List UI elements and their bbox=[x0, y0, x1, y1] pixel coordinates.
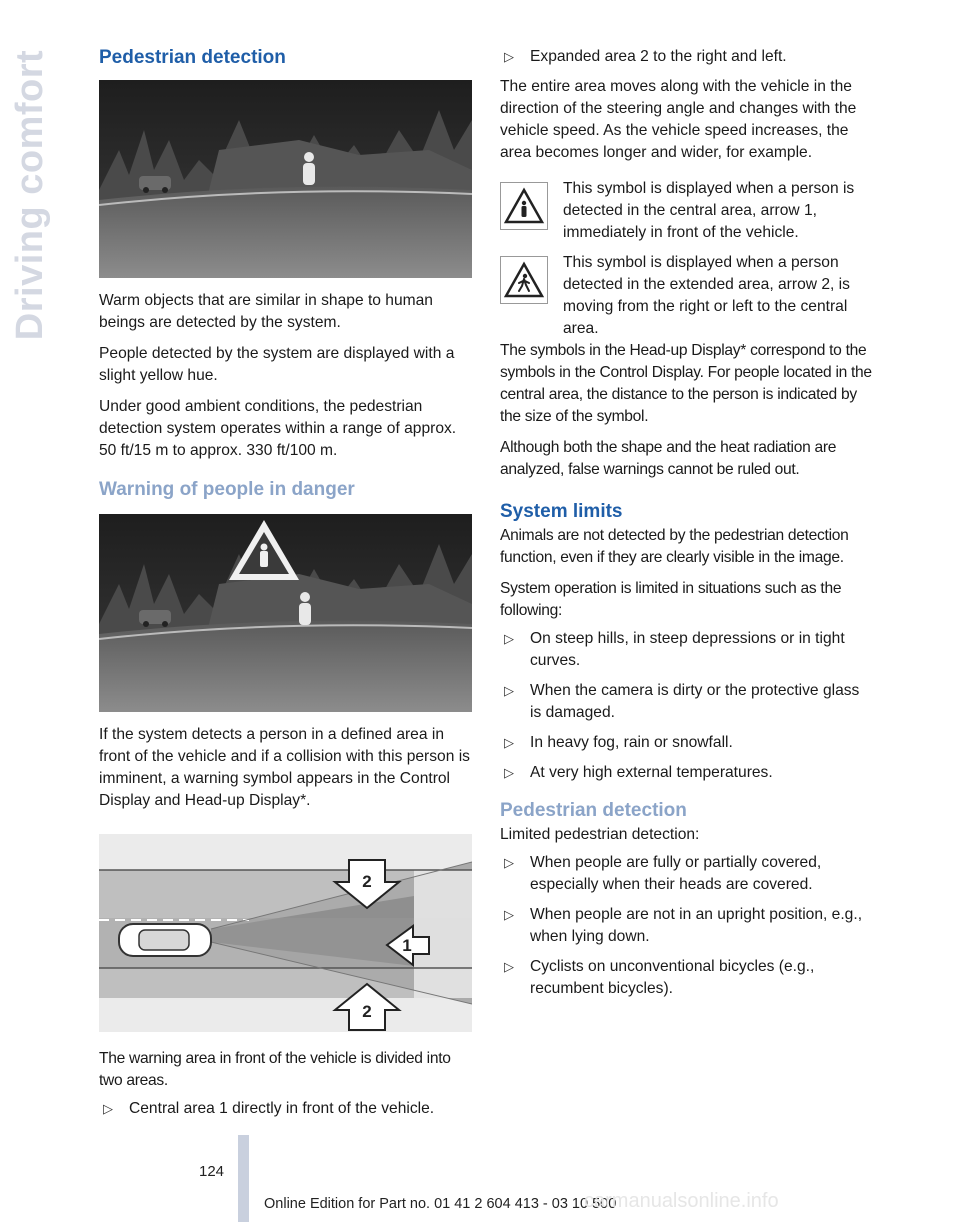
list-item: ▷ When people are not in an upright position, e.g., when lying down. bbox=[504, 906, 863, 945]
footer-bar bbox=[238, 1135, 249, 1222]
pedestrian-warning-extended-icon bbox=[500, 256, 548, 304]
paragraph: The entire area moves along with the vehicle in the direction of the steering angle and changes with the vehicle speed. As the vehicle speed increases, the area becomes longer and wider, for example. bbox=[500, 78, 857, 161]
limited-detection-list bbox=[500, 852, 873, 1000]
bullet-triangle-icon: ▷ bbox=[504, 907, 514, 922]
bullet-triangle-icon: ▷ bbox=[504, 683, 514, 698]
paragraph: Although both the shape and the heat radiation are analyzed, false warnings cannot be ruled out. bbox=[500, 439, 837, 478]
paragraph: If the system detects a person in a defined area in front of the vehicle and if a collision with this person is imminent, a warning symbol appears in the Control Display and Head-up Display*. bbox=[99, 726, 470, 809]
warning-night-vision-image bbox=[99, 514, 472, 712]
vehicle-top-view-icon bbox=[119, 924, 211, 956]
symbol-description: This symbol is displayed when a person detected in the extended area, arrow 2, is moving from the right or left to the central area. bbox=[563, 254, 850, 337]
bullet-triangle-icon: ▷ bbox=[504, 959, 514, 974]
list-item: ▷ On steep hills, in steep depressions or in tight curves. bbox=[504, 630, 845, 669]
bullet-triangle-icon: ▷ bbox=[103, 1101, 113, 1116]
section-heading-pedestrian-detection-limits: Pedestrian detection bbox=[500, 800, 687, 821]
section-heading-warning: Warning of people in danger bbox=[99, 479, 355, 500]
night-vision-image bbox=[99, 80, 472, 278]
warning-area-diagram bbox=[99, 834, 472, 1032]
symbol-row-extended bbox=[500, 252, 873, 340]
list-item: ▷ At very high external temperatures. bbox=[500, 762, 873, 784]
list-item: ▷ Cyclists on unconventional bicycles (e.g., recumbent bicycles). bbox=[504, 958, 815, 997]
list-item: ▷ In heavy fog, rain or snowfall. bbox=[500, 732, 873, 754]
chapter-side-title: Driving comfort bbox=[9, 49, 51, 341]
left-column bbox=[99, 46, 472, 1128]
bullet-triangle-icon: ▷ bbox=[504, 49, 514, 64]
bullet-triangle-icon: ▷ bbox=[504, 765, 514, 780]
limits-list bbox=[500, 628, 873, 784]
paragraph: The symbols in the Head-up Display* correspond to the symbols in the Control Display. For people located in the central area, the distance to the person is indicated by the size of the symbol. bbox=[500, 342, 872, 425]
symbol-description: This symbol is displayed when a person is detected in the central area, arrow 1, immediately in front of the vehicle. bbox=[563, 180, 855, 241]
list-item: ▷ Expanded area 2 to the right and left. bbox=[500, 46, 873, 68]
section-heading-pedestrian-detection: Pedestrian detection bbox=[99, 47, 286, 68]
paragraph: The warning area in front of the vehicle is divided into two areas. bbox=[99, 1050, 451, 1089]
svg-text:2: 2 bbox=[362, 1002, 372, 1021]
bullet-triangle-icon: ▷ bbox=[504, 631, 514, 646]
bullet-triangle-icon: ▷ bbox=[504, 735, 514, 750]
symbol-row-central bbox=[500, 178, 873, 244]
paragraph: Under good ambient conditions, the pedestrian detection system operates within a range of approx. 50 ft/15 m to approx. 330 ft/100 m. bbox=[99, 398, 457, 459]
paragraph: Limited pedestrian detection: bbox=[500, 826, 700, 843]
paragraph: System operation is limited in situations such as the following: bbox=[500, 580, 842, 619]
paragraph: Animals are not detected by the pedestrian detection function, even if they are clearly visible in the image. bbox=[500, 527, 849, 566]
list-item: ▷ When people are fully or partially covered, especially when their heads are covered. bbox=[504, 854, 822, 893]
paragraph: People detected by the system are displayed with a slight yellow hue. bbox=[99, 345, 455, 384]
paragraph: Warm objects that are similar in shape to human beings are detected by the system. bbox=[99, 292, 433, 331]
edition-footer: Online Edition for Part no. 01 41 2 604 413 - 03 10 500 bbox=[264, 1196, 617, 1212]
bullet-triangle-icon: ▷ bbox=[504, 855, 514, 870]
right-column bbox=[500, 46, 873, 1008]
page-number: 124 bbox=[199, 1163, 225, 1180]
section-heading-system-limits: System limits bbox=[500, 501, 623, 522]
svg-text:1: 1 bbox=[402, 936, 412, 955]
svg-text:2: 2 bbox=[362, 872, 372, 891]
list-item: ▷ Central area 1 directly in front of the vehicle. bbox=[99, 1098, 472, 1120]
area-list bbox=[99, 1098, 472, 1120]
watermark: carmanualsonline.info bbox=[584, 1190, 779, 1212]
pedestrian-warning-central-icon bbox=[500, 182, 548, 230]
list-item: ▷ When the camera is dirty or the protective glass is damaged. bbox=[504, 682, 860, 721]
area-list-continued bbox=[500, 46, 873, 68]
